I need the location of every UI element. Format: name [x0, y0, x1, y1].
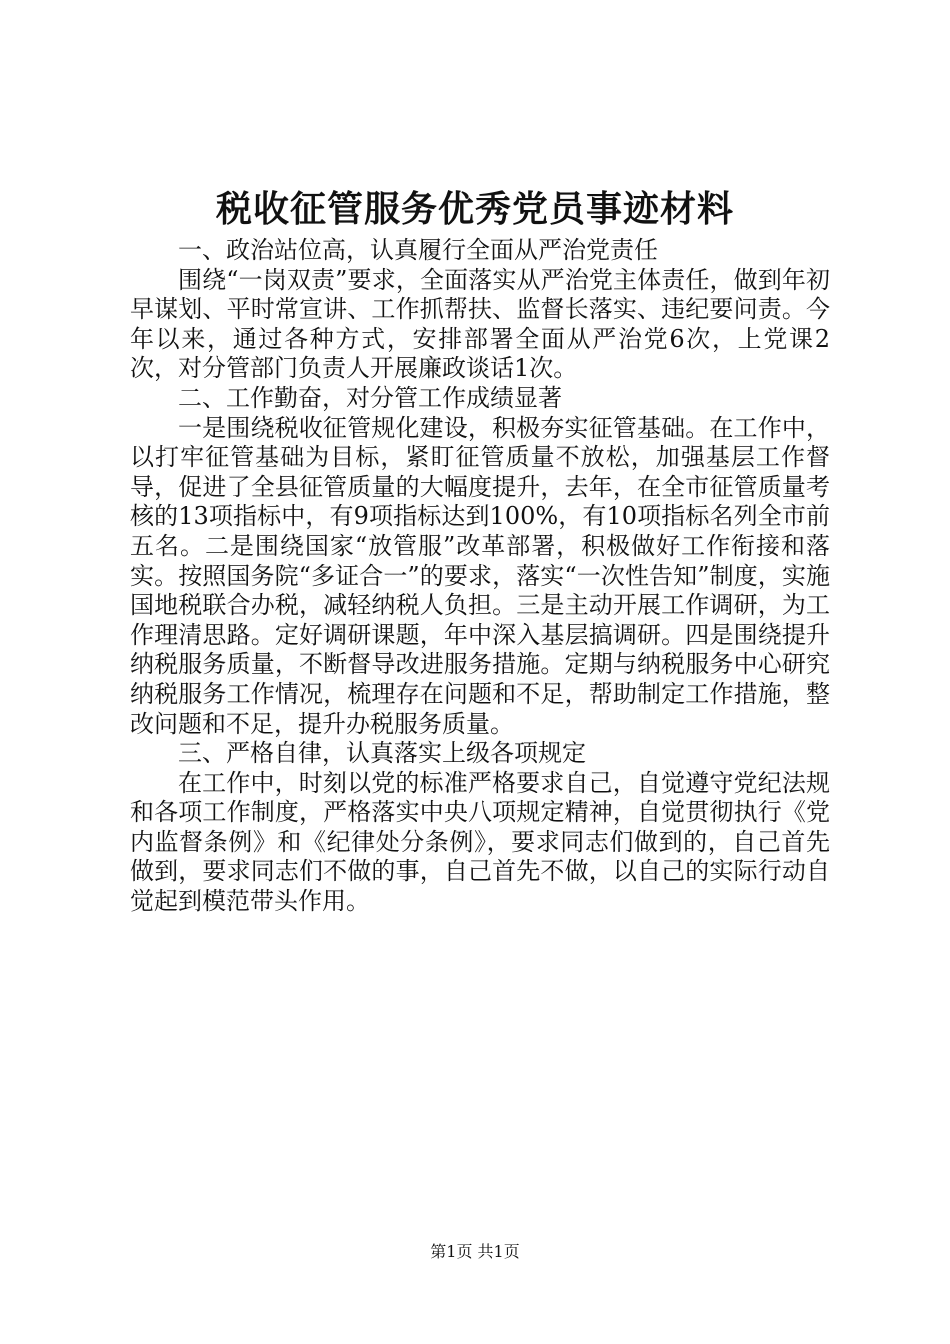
page-footer: 第1页 共1页 [430, 1242, 520, 1261]
document-title: 税收征管服务优秀党员事迹材料 [215, 189, 734, 230]
section-heading-1: 一、政治站位高，认真履行全面从严治党责任 [178, 236, 658, 264]
section-heading-3: 三、严格自律，认真落实上级各项规定 [178, 739, 586, 768]
section-paragraph-3: 在工作中，时刻以党的标准严格要求自己，自觉遵守党纪法规和各项工作制度，严格落实中央八项规定精神，自觉贯彻执行《党内监督条例》和《纪律处分条例》，要求同志们做到的，自己首先做到，要求同志们不做的事，自己首先不做，以自己的实际行动自觉起到模范带头作用。 [130, 768, 830, 916]
document-body [130, 236, 830, 917]
section-paragraph-1: 围绕“一岗双责”要求，全面落实从严治党主体责任，做到年初早谋划、平时常宣讲、工作抓帮扶、监督长落实、违纪要问责。今年以来，通过各种方式，安排部署全面从严治党6次，上党课2次，对分管部门负责人开展廉政谈话1次。 [130, 265, 830, 383]
section-heading-2: 二、工作勤奋，对分管工作成绩显著 [178, 383, 562, 412]
section-paragraph-2: 一是围绕税收征管规化建设，积极夯实征管基础。在工作中，以打牢征管基础为目标，紧盯征管质量不放松，加强基层工作督导，促进了全县征管质量的大幅度提升，去年，在全市征管质量考核的13项指标中，有9项指标达到100%，有10项指标名列全市前五名。二是围绕国家“放管服”改革部署，积极做好工作衔接和落实。按照国务院“多证合一”的要求，落实“一次性告知”制度，实施国地税联合办税，减轻纳税人负担。三是主动开展工作调研，为工作理清思路。定好调研课题，年中深入基层搞调研。四是围绕提升纳税服务质量，不断督导改进服务措施。定期与纳税服务中心研究纳税服务工作情况，梳理存在问题和不足，帮助制定工作措施，整改问题和不足，提升办税服务质量。 [130, 413, 830, 738]
